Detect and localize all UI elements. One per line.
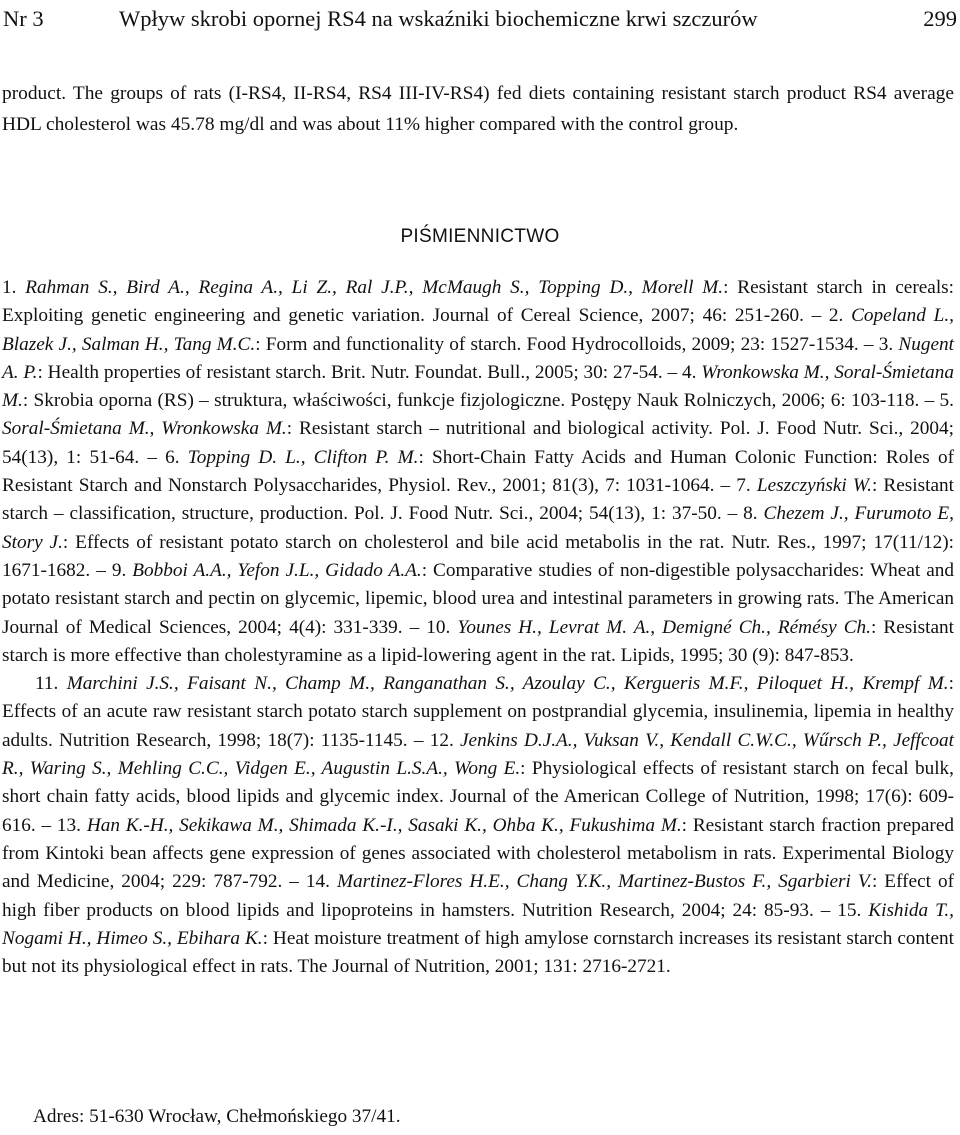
reference-text: : Skrobia oporna (RS) – struktura, właściwości, funkcje fizjologiczne. Postępy Nauk Rolniczych, 2006; 6: 103-118. – 5. xyxy=(22,390,954,412)
reference-paragraph xyxy=(2,274,954,670)
reference-text: : Form and functionality of starch. Food Hydrocolloids, 2009; 23: 1527-1534. – 3. xyxy=(255,333,899,355)
reference-text: : Resistant starch – classification, structure, production. Pol. J. Food Nutr. Sci., 2004; 54(13), 1: 37-50. – 8. xyxy=(2,475,955,525)
reference-authors: Marchini J.S., Faisant N., Champ M., Ranganathan S., Azoulay C., Kergueris M.F., Piloquet H., Krempf M. xyxy=(66,673,949,695)
reference-text: : Short-Chain Fatty Acids and Human Colonic Function: Roles of Resistant Starch and Nonstarch Polysaccharides, Physiol. Rev., 2001; 81(3), 7: 1031-1064. – 7. xyxy=(2,446,954,497)
references-heading: PIŚMIENNICTWO xyxy=(400,226,560,247)
reference-authors: Chezem J., Furumoto E, Story J. xyxy=(2,503,954,553)
reference-text: : Effects of an acute raw resistant starch potato starch supplement on postprandial glycemia, insulinemia, lipemia in healthy adults. Nutrition Research, 1998; 18(7): 1135-1145. – 12. xyxy=(2,673,954,751)
reference-authors: Nugent A. P. xyxy=(2,333,954,383)
reference-authors: Han K.-H., Sekikawa M., Shimada K.-I., Sasaki K., Ohba K., Fukushima M. xyxy=(86,814,682,836)
reference-text: : Heat moisture treatment of high amylose cornstarch increases its resistant starch content but not its physiological effect in rats. The Journal of Nutrition, 2001; 131: 2716-2721. xyxy=(2,927,954,978)
reference-authors: Topping D. L., Clifton P. M. xyxy=(187,446,419,468)
reference-authors: Soral-Śmietana M., Wronkowska M. xyxy=(2,418,287,440)
page-number: 299 xyxy=(923,6,957,31)
journal-issue: Nr 3 xyxy=(3,6,44,31)
reference-text: : Resistant starch fraction prepared from Kintoki bean affects gene expression of genes associated with cholesterol metabolism in rats. Experimental Biology and Medicine, 2004; 229: 787-792. – 14. xyxy=(2,814,954,893)
reference-authors: Copeland L., Blazek J., Salman H., Tang M.C. xyxy=(2,305,954,355)
reference-authors: Leszczyński W. xyxy=(756,475,872,497)
reference-text: : Resistant starch is more effective than cholestyramine as a lipid-lowering agent in the rat. Lipids, 1995; 30 (9): 847-853. xyxy=(2,616,954,666)
reference-authors: Kishida T., Nogami H., Himeo S., Ebihara K. xyxy=(2,899,954,949)
reference-authors: Bobboi A.A., Yefon J.L., Gidado A.A. xyxy=(132,559,422,581)
reference-text: : Effect of high fiber products on blood lipids and lipoproteins in hamsters. Nutrition Research, 2004; 24: 85-93. – 15. xyxy=(2,871,954,921)
reference-list xyxy=(2,274,954,981)
reference-text: : Health properties of resistant starch. Brit. Nutr. Foundat. Bull., 2005; 30: 27-54. – 4. xyxy=(37,361,702,383)
reference-text: 1. xyxy=(2,277,26,298)
reference-authors: Wronkowska M., Soral-Śmietana M. xyxy=(2,361,954,412)
author-address: Adres: 51-630 Wrocław, Chełmońskiego 37/41. xyxy=(33,1106,401,1127)
reference-authors: Martinez-Flores H.E., Chang Y.K., Martinez-Bustos F., Sgarbieri V. xyxy=(336,871,872,893)
abstract-continuation: product. The groups of rats (I-RS4, II-RS4, RS4 III-IV-RS4) fed diets containing resistant starch product RS4 average HDL cholesterol was 45.78 mg/dl and was about 11% higher compared with the control group. xyxy=(2,83,954,135)
reference-text: 11. xyxy=(35,673,67,695)
reference-paragraph xyxy=(2,670,954,981)
reference-text: : Comparative studies of non-digestible polysaccharides: Wheat and potato resistant starch and pectin on glycemic, lipemic, blood urea and intestinal parameters in growing rats. The American Journal of Medical Sciences, 2004; 4(4): 331-339. – 10. xyxy=(2,559,954,638)
reference-authors: Younes H., Levrat M. A., Demigné Ch., Rémésy Ch. xyxy=(457,616,871,638)
running-title: Wpływ skrobi opornej RS4 na wskaźniki biochemiczne krwi szczurów xyxy=(119,6,758,31)
reference-text: : Effects of resistant potato starch on cholesterol and bile acid metabolis in the rat. Nutr. Res., 1997; 17(11/12): 1671-1682. – 9. xyxy=(2,531,954,581)
reference-text: : Resistant starch in cereals: Exploiting genetic engineering and genetic variation. Journal of Cereal Science, 2007; 46: 251-260. – 2. xyxy=(2,277,955,327)
reference-text: : Resistant starch – nutritional and biological activity. Pol. J. Food Nutr. Sci., 2004; 54(13), 1: 51-64. – 6. xyxy=(2,418,954,468)
reference-text: : Physiological effects of resistant starch on fecal bulk, short chain fatty acids, blood lipids and glycemic index. Journal of the American College of Nutrition, 1998; 17(6): 609-616. – 13. xyxy=(2,758,954,836)
running-header xyxy=(0,2,960,36)
reference-authors: Jenkins D.J.A., Vuksan V., Kendall C.W.C., Wűrsch P., Jeffcoat R., Waring S., Mehling C.C., Vidgen E., Augustin L.S.A., Wong E. xyxy=(2,729,954,780)
reference-authors: Rahman S., Bird A., Regina A., Li Z., Ral J.P., McMaugh S., Topping D., Morell M. xyxy=(25,277,724,298)
